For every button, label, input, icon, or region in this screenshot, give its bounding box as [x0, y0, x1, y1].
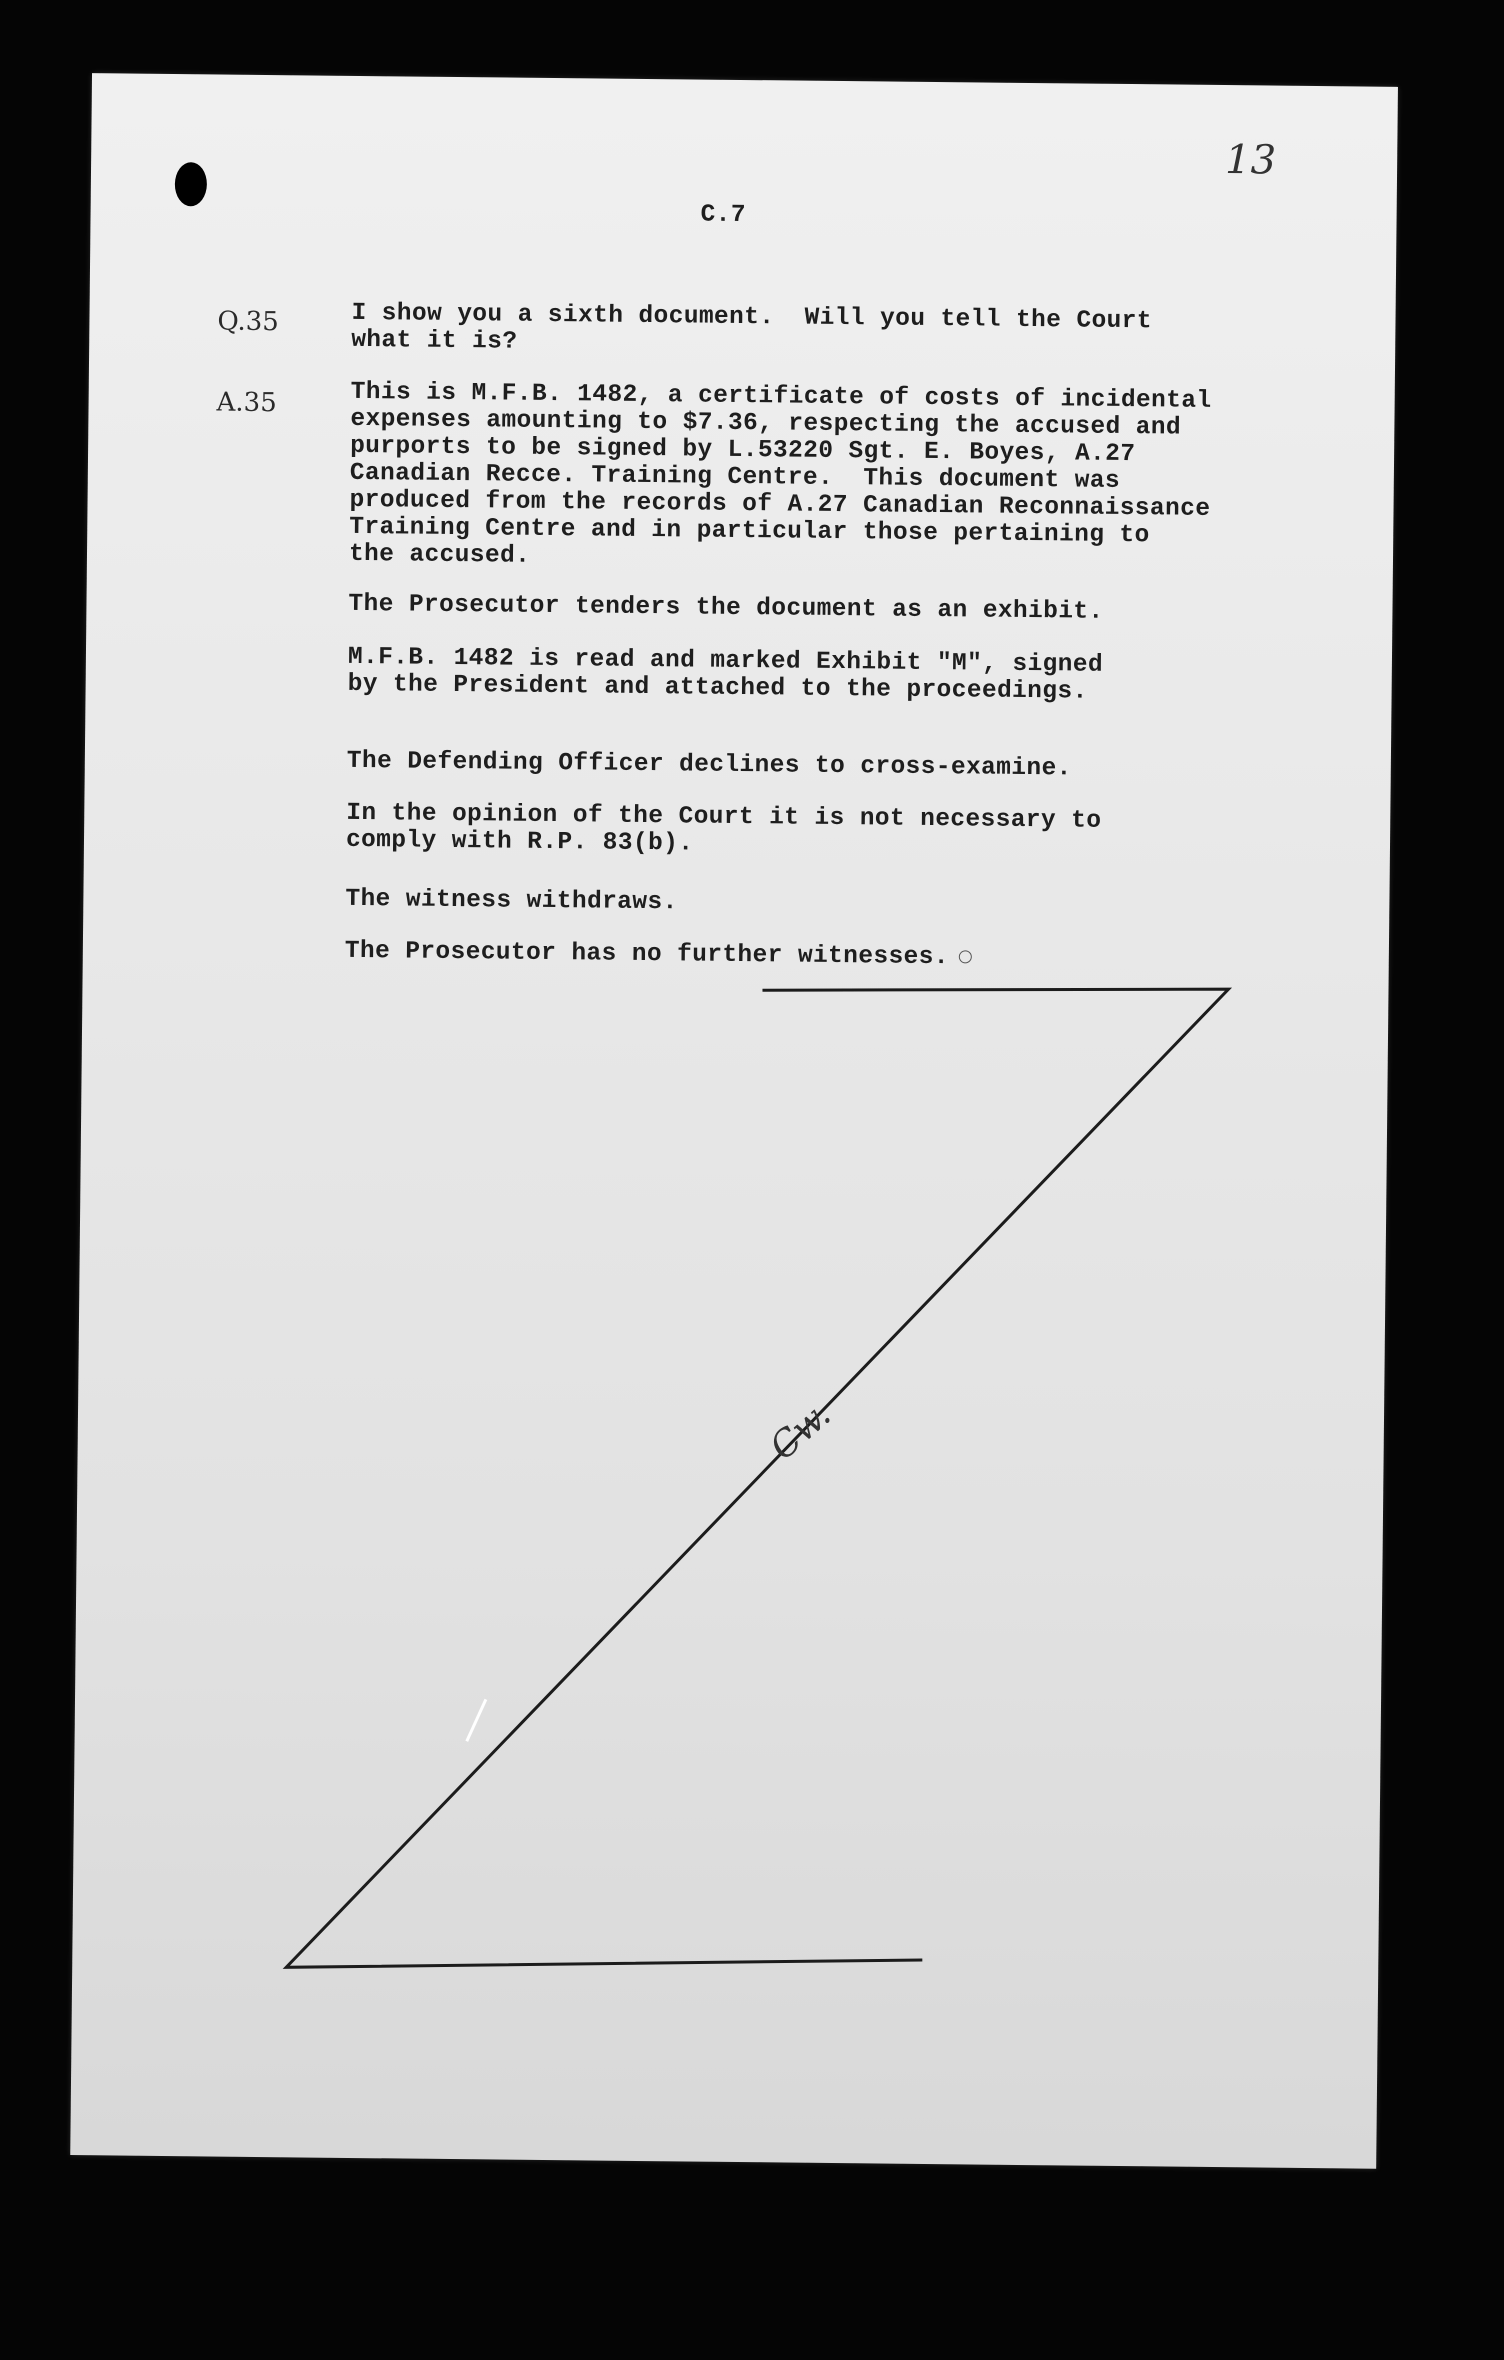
text-line: The Defending Officer declines to cross-examine. [346, 747, 1072, 783]
text-line: I show you a sixth document. Will you tell the Court [351, 299, 1153, 336]
text-line: by the President and attached to the proceedings. [347, 670, 1088, 706]
text-line: purports to be signed by L.53220 Sgt. E. Boyes, A.27 [350, 432, 1136, 469]
document-page [70, 73, 1398, 2169]
z-cancellation-mark [70, 73, 1398, 2169]
text-line: This is M.F.B. 1482, a certificate of costs of incidental [350, 378, 1212, 415]
text-line: Canadian Recce. Training Centre. This document was [349, 459, 1121, 495]
text-line: The witness withdraws. [345, 885, 678, 917]
text-line: produced from the records of A.27 Canadian Reconnaissance [349, 486, 1211, 523]
text-line: expenses amounting to $7.36, respecting the accused and [350, 405, 1182, 442]
text-line: comply with R.P. 83(b). [345, 826, 694, 858]
text-line: In the opinion of the Court it is not necessary to [346, 799, 1102, 835]
text-line: M.F.B. 1482 is read and marked Exhibit "M", signed [347, 643, 1104, 679]
text-line: The Prosecutor has no further witnesses. [344, 937, 950, 972]
text-line: Training Centre and in particular those pertaining to [349, 513, 1150, 550]
page-title: C.7 [700, 201, 747, 230]
handwritten-initials: Cw. [762, 1394, 839, 1469]
answer-label: A.35 [216, 387, 277, 419]
handwritten-page-number: 13 [1224, 137, 1277, 184]
text-line: what it is? [351, 326, 518, 356]
text-line: The Prosecutor tenders the document as an exhibit. [348, 590, 1104, 626]
z-line-stroke [286, 979, 1228, 1977]
question-label: Q.35 [217, 306, 279, 338]
text-line: the accused. [348, 540, 531, 570]
